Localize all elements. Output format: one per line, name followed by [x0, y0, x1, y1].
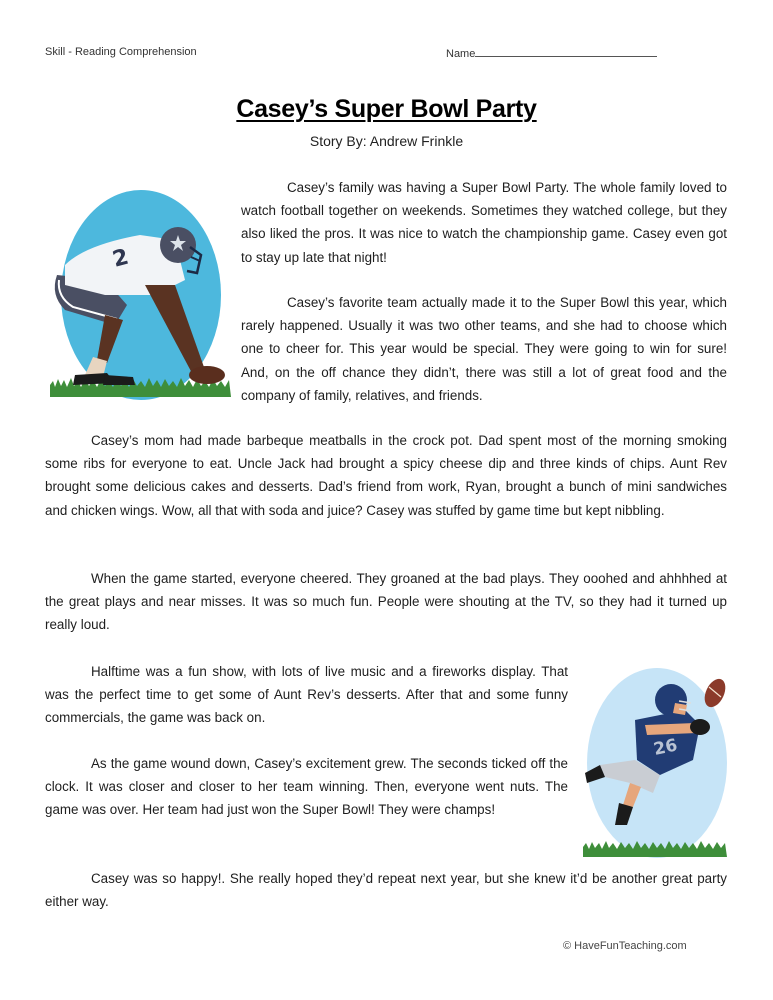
story-title: Casey’s Super Bowl Party: [236, 95, 537, 123]
name-field: [446, 46, 657, 60]
paragraph-6: As the game wound down, Casey’s excitement grew. The seconds ticked off the clock. It was closer and closer to her team winning. Then, everyone went nuts. The game was over. Her team had just won the Super Bowl! They were champs!: [45, 756, 568, 818]
skill-label: Skill - Reading Comprehension: [45, 46, 197, 58]
name-blank-line: [475, 46, 657, 57]
story-byline: [0, 133, 773, 149]
football-lineman-illustration: [45, 185, 235, 400]
paragraph-3: Casey’s mom had made barbeque meatballs in the crock pot. Dad spent most of the morning smoking some ribs for everyone to eat. Uncle Jack had brought a spicy cheese dip and three kinds of chips. Aunt Rev brought some delicious cakes and desserts. Dad’s friend from work, Ryan, brought a bunch of mini sandwiches and chicken wings. Wow, all that with soda and juice? Casey was stuffed by game time but kept nibbling.: [45, 433, 727, 518]
jersey-number-2: 2: [110, 244, 132, 273]
jersey-number-26: 26: [651, 735, 680, 760]
football-receiver-illustration: [575, 665, 735, 860]
copyright-footer: © HaveFunTeaching.com: [563, 940, 687, 952]
paragraph-2: Casey’s favorite team actually made it to the Super Bowl this year, which rarely happened. Usually it was two other teams, and she had to choose which one to cheer for. This year would be special. They were going to win for sure! And, on the off chance they didn’t, there was still a lot of great food and the company of family, relatives, and friends.: [241, 295, 727, 403]
paragraph-4: When the game started, everyone cheered. They groaned at the bad plays. They ooohed and ahhhhed at the great plays and near misses. It was so much fun. People were shouting at the TV, so they had it turned up really loud.: [45, 571, 727, 633]
name-label: Name: [446, 48, 476, 60]
paragraph-5: Halftime was a fun show, with lots of live music and a fireworks display. That was the perfect time to get some of Aunt Rev’s desserts. After that and some funny commercials, the game was back on.: [45, 664, 568, 726]
paragraph-7: Casey was so happy!. She really hoped they’d repeat next year, but she knew it’d be another great party either way.: [45, 871, 727, 910]
byline-text: Story By: Andrew Frinkle: [309, 133, 464, 149]
paragraph-1: Casey’s family was having a Super Bowl Party. The whole family loved to watch football together on weekends. Sometimes they watched college, but they also liked the pros. It was nice to watch the championship game. Casey even got to stay up late that night!: [241, 180, 727, 265]
